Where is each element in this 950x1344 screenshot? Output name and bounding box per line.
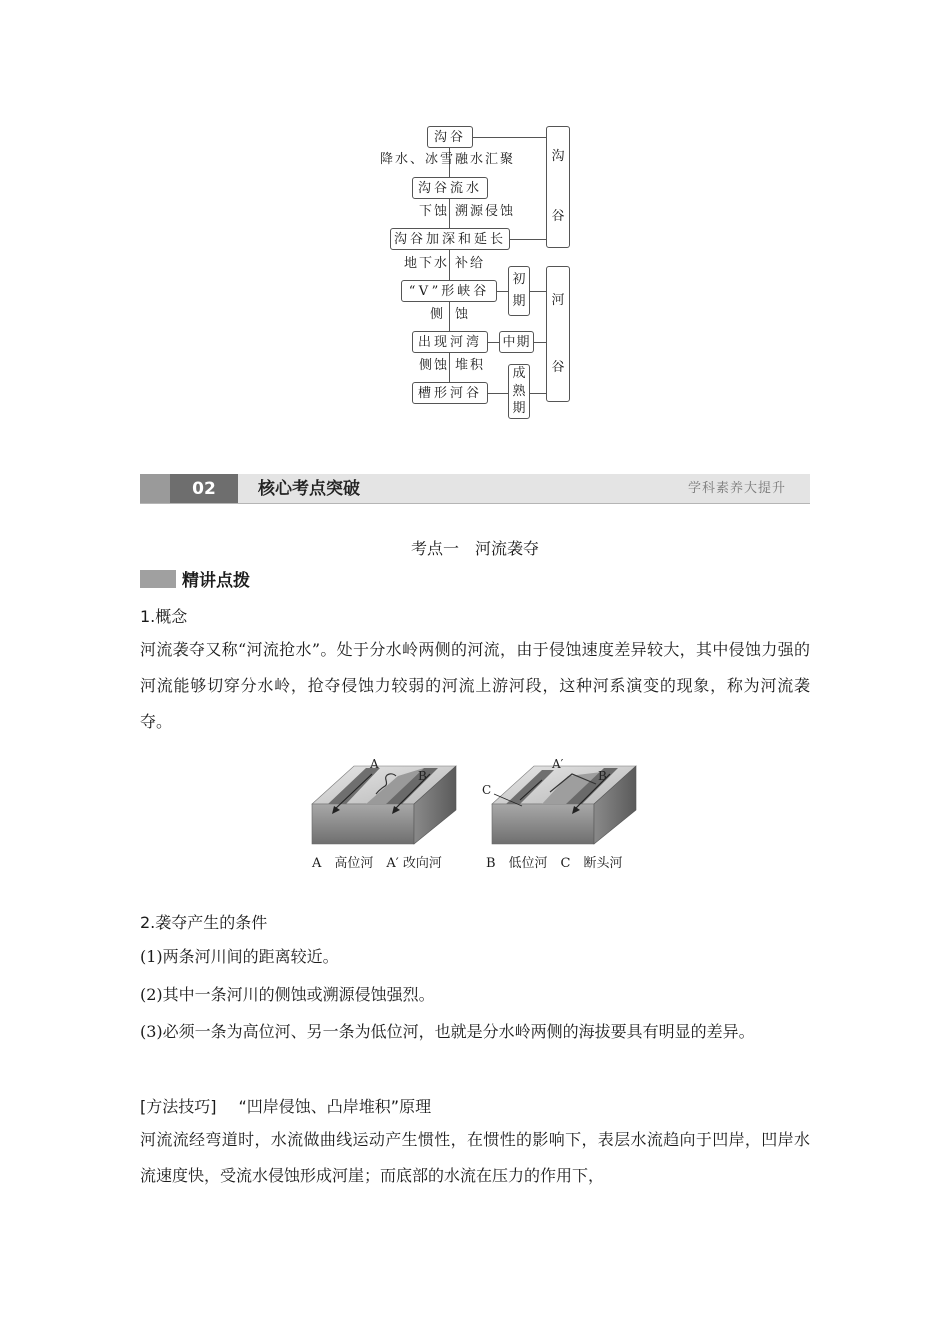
connector-mature bbox=[488, 393, 508, 394]
stage-mature-text bbox=[512, 365, 525, 418]
flow-label-recharge: 补给 bbox=[455, 256, 486, 271]
label-a-prime: A′ bbox=[552, 757, 564, 771]
connector-middle-group bbox=[534, 342, 546, 343]
section-title: 核心考点突破 bbox=[258, 479, 360, 499]
figure-caption-right: B 低位河 C 断头河 bbox=[486, 856, 623, 871]
stage-middle: 中期 bbox=[499, 331, 534, 353]
side-char: 谷 bbox=[551, 209, 565, 224]
flow-label-side: 侧 bbox=[430, 307, 446, 322]
block-after-capture bbox=[492, 766, 636, 844]
section-tagline: 学科素养大提升 bbox=[687, 481, 786, 496]
conditions-heading: 2.袭夺产生的条件 bbox=[140, 913, 268, 932]
side-char: 初 bbox=[512, 272, 526, 288]
stage-mature bbox=[508, 364, 530, 419]
section-number: 02 bbox=[170, 474, 238, 504]
connector-early-group bbox=[530, 291, 546, 292]
condition-item-2: (2)其中一条河川的侧蚀或溯源侵蚀强烈。 bbox=[140, 985, 435, 1004]
flow-label-precipitation: 降水、冰雪 bbox=[380, 152, 456, 167]
flow-box-gully: 沟谷 bbox=[427, 126, 473, 148]
flow-label-headward: 溯源侵蚀 bbox=[455, 204, 516, 219]
banner-lead-block bbox=[140, 474, 170, 504]
connector-mature-group bbox=[530, 393, 546, 394]
method-tag: [方法技巧] bbox=[140, 1097, 217, 1116]
method-text: 河流流经弯道时，水流做曲线运动产生惯性，在惯性的影响下，表层水流趋向于凹岸，凹岸水流速度快，受流水侵蚀形成河崖；而底部的水流在压力的作用下， bbox=[140, 1130, 810, 1185]
block-before-capture bbox=[312, 766, 456, 844]
label-c: C bbox=[482, 783, 492, 797]
flow-label-groundwater: 地下水 bbox=[404, 256, 450, 271]
stage-early bbox=[508, 266, 530, 316]
topic-title: 考点一 河流袭夺 bbox=[410, 539, 539, 558]
side-char: 期 bbox=[512, 293, 526, 309]
condition-item-3: (3)必须一条为高位河、另一条为低位河，也就是分水岭两侧的海拔要具有明显的差异。 bbox=[140, 1022, 755, 1041]
side-char: 成 bbox=[512, 366, 526, 382]
stage-early-text bbox=[512, 267, 525, 315]
figure-caption-left: A 高位河 A′ 改向河 bbox=[312, 856, 442, 871]
flow-label-erosion: 蚀 bbox=[455, 307, 471, 322]
condition-item-1: (1)两条河川间的距离较近。 bbox=[140, 947, 339, 966]
method-title: “凹岸侵蚀、凸岸堆积”原理 bbox=[238, 1097, 432, 1116]
group-valley bbox=[546, 266, 570, 402]
method-heading bbox=[140, 1094, 431, 1117]
label-b-left: B bbox=[418, 769, 427, 783]
side-char: 期 bbox=[512, 400, 526, 416]
flow-box-gully-flow: 沟谷流水 bbox=[412, 177, 488, 199]
flow-box-trough: 槽形河谷 bbox=[412, 382, 488, 404]
connector-middle bbox=[488, 342, 499, 343]
group-valley-text bbox=[551, 267, 564, 401]
subsection-title: 精讲点拨 bbox=[182, 571, 250, 591]
flow-label-meltwater: 融水汇聚 bbox=[455, 152, 516, 167]
connector-early bbox=[497, 291, 508, 292]
label-a: A bbox=[370, 757, 379, 771]
label-b-right: B bbox=[598, 769, 607, 783]
connector-gully-top bbox=[473, 137, 546, 138]
subsection-marker bbox=[140, 570, 176, 588]
concept-heading: 1.概念 bbox=[140, 607, 188, 626]
side-char: 河 bbox=[551, 292, 565, 308]
flow-label-deposition: 堆积 bbox=[455, 358, 486, 373]
flow-box-meander: 出现河湾 bbox=[412, 331, 488, 353]
river-capture-diagram bbox=[306, 754, 646, 850]
side-char: 熟 bbox=[512, 383, 526, 399]
flow-label-downcutting: 下蚀 bbox=[419, 204, 450, 219]
banner-underline bbox=[140, 503, 810, 504]
flow-box-v-gorge: “V”形峡谷 bbox=[401, 280, 497, 302]
group-gully-text bbox=[551, 127, 564, 247]
group-gully bbox=[546, 126, 570, 248]
connector-gully-bottom bbox=[510, 239, 546, 240]
side-char: 谷 bbox=[551, 359, 565, 375]
flow-box-deepen: 沟谷加深和延长 bbox=[390, 228, 510, 250]
side-char: 沟 bbox=[551, 149, 565, 164]
concept-text: 河流袭夺又称“河流抢水”。处于分水岭两侧的河流，由于侵蚀速度差异较大，其中侵蚀力强的河流能够切穿分水岭，抢夺侵蚀力较弱的河流上游河段，这种河系演变的现象，称为河流袭夺。 bbox=[140, 640, 810, 731]
flow-label-side-erosion: 侧蚀 bbox=[419, 358, 450, 373]
